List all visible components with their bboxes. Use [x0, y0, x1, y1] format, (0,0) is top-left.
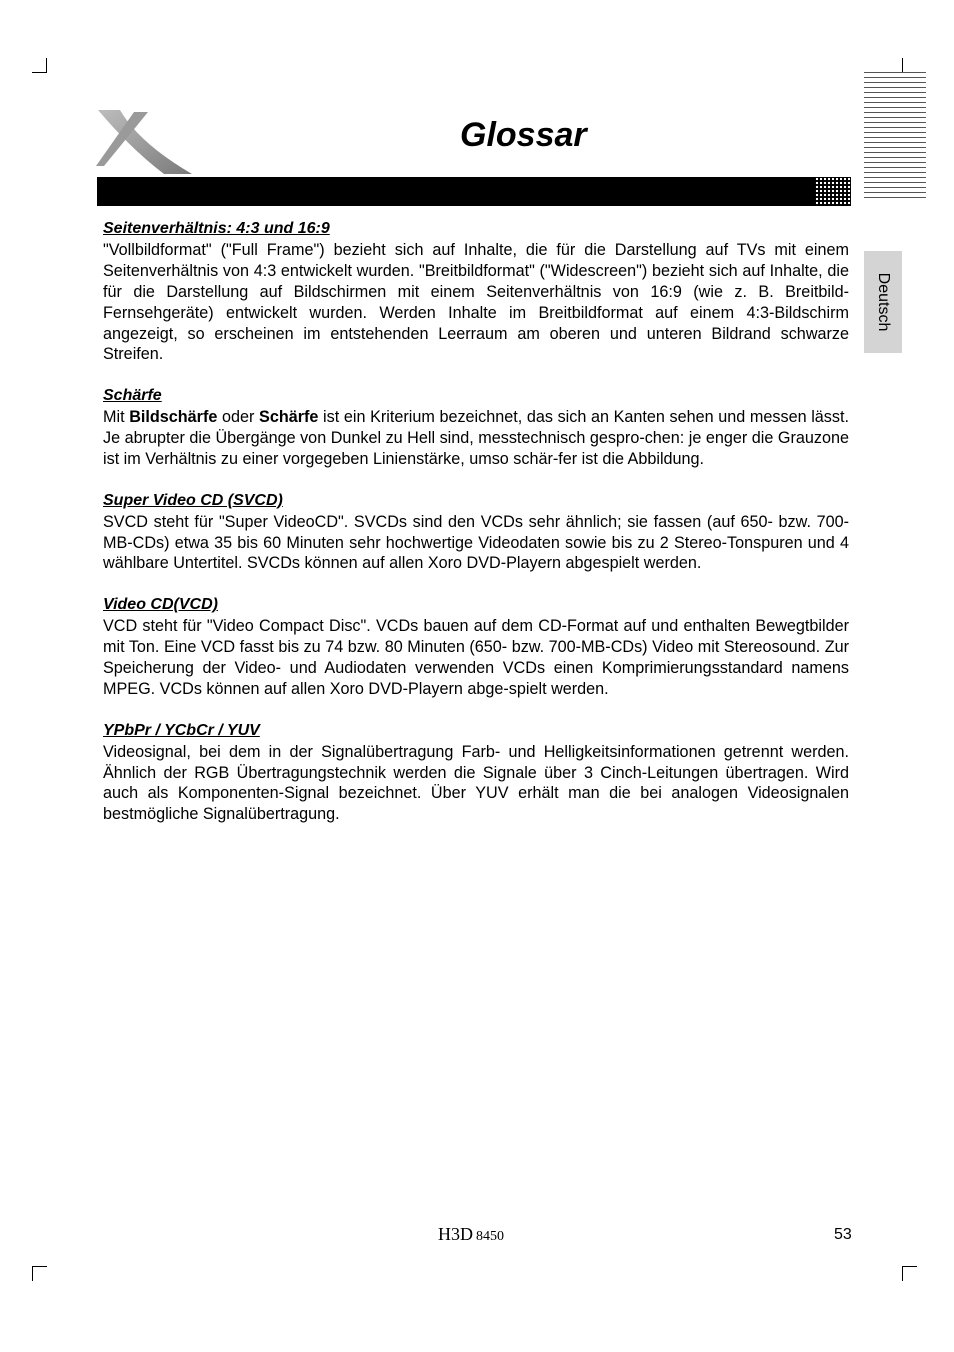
decorative-stripes: [864, 72, 926, 200]
glossary-entry-svcd: [103, 491, 849, 575]
glossary-heading: YPbPr / YCbCr / YUV: [103, 721, 260, 739]
model-logo: [438, 1224, 504, 1245]
model-brand: H3D: [438, 1224, 473, 1244]
glossary-content: [103, 219, 849, 846]
glossary-entry-ypbpr: [103, 721, 849, 826]
glossary-heading: Super Video CD (SVCD): [103, 491, 283, 509]
glossary-text: [103, 407, 849, 470]
glossary-heading: Schärfe: [103, 387, 162, 405]
language-tab: [864, 251, 902, 353]
crop-mark-bottom-left: [32, 1266, 47, 1281]
header-bar-dots: [815, 177, 851, 206]
language-tab-label: Deutsch: [875, 272, 892, 332]
glossary-text: "Vollbildformat" ("Full Frame") bezieht sich auf Inhalte, die für die Darstellung auf TVs mit einem Seitenverhältnis von 4:3 entwickelt wurden. "Breitbildformat" ("Widescreen") bezieht sich auf Inhalte, die für die Darstellung auf Bildschirmen mit einem Seitenverhältnis von 16:9 (wie z. B. Breitbild-Fernsehgeräte) entwickelt wurden. Werden Inhalte im Breitbildformat auf einem 4:3-Bildschirm angezeigt, so erscheinen im entstehenden Leerraum am oberen und unteren Bildrand schwarze Streifen.: [103, 240, 849, 364]
crop-mark-bottom-right: [902, 1266, 917, 1281]
page-title: Glossar: [460, 116, 587, 154]
glossary-text: VCD steht für "Video Compact Disc". VCDs bauen auf dem CD-Format auf und enthalten Bewegtbilder mit Ton. Eine VCD fasst bis zu 74 bzw. 80 Minuten (650- bzw. 700-MB-CDs) Video mit Stereosound. Zur Speicherung der Video- und Audiodaten verwenden VCDs einen Komprimierungsstandard namens MPEG. VCDs können auf allen Xoro DVD-Playern abge-spielt werden.: [103, 617, 849, 698]
crop-mark-top-left: [32, 58, 47, 73]
bold-term: Bildschärfe: [129, 408, 218, 427]
glossary-entry-vcd: [103, 595, 849, 700]
model-number: 8450: [476, 1229, 504, 1244]
xoro-logo-icon: [94, 108, 194, 178]
page-number: 53: [834, 1226, 852, 1243]
text-fragment: ist ein Kriterium bezeichnet, das sich an Kanten sehen und messen lässt. Je abrupter die Übergänge von Dunkel zu Hell sind, messtechnisch gespro-chen: je enger die Grauzone ist im Verhältnis zu einer vorgegeben Linienstärke, umso schär-fer ist die Abbildung.: [103, 408, 849, 468]
glossary-entry-sharpness: [103, 386, 849, 470]
crop-mark-top-right: [902, 58, 917, 73]
glossary-entry-aspect-ratio: [103, 219, 849, 365]
glossary-text: SVCD steht für "Super VideoCD". SVCDs sind den VCDs sehr ähnlich; sie fassen (auf 650- bzw. 700-MB-CDs) etwa 35 bis 60 Minuten sehr hochwertige Videodaten sowie bis zu 2 Stereo-Tonspuren und 4 wählbare Untertitel. SVCDs können auf allen Xoro DVD-Playern abgespielt werden.: [103, 512, 849, 573]
text-fragment: oder: [217, 408, 260, 427]
header-bar: [97, 177, 851, 206]
glossary-text: Videosignal, bei dem in der Signalübertragung Farb- und Helligkeitsinformationen getrennt werden. Ähnlich der RGB Übertragungstechnik werden die Signale über 3 Cinch-Leitungen übertragen. Wird auch als Komponenten-Signal bezeichnet. Über YUV erhält man die bei analogen Videosignalen bestmögliche Signalübertragung.: [103, 742, 849, 824]
bold-term: Schärfe: [259, 408, 319, 427]
glossary-heading: Video CD(VCD): [103, 596, 218, 614]
text-fragment: Mit: [103, 408, 130, 427]
glossary-heading: Seitenverhältnis: 4:3 und 16:9: [103, 220, 330, 237]
